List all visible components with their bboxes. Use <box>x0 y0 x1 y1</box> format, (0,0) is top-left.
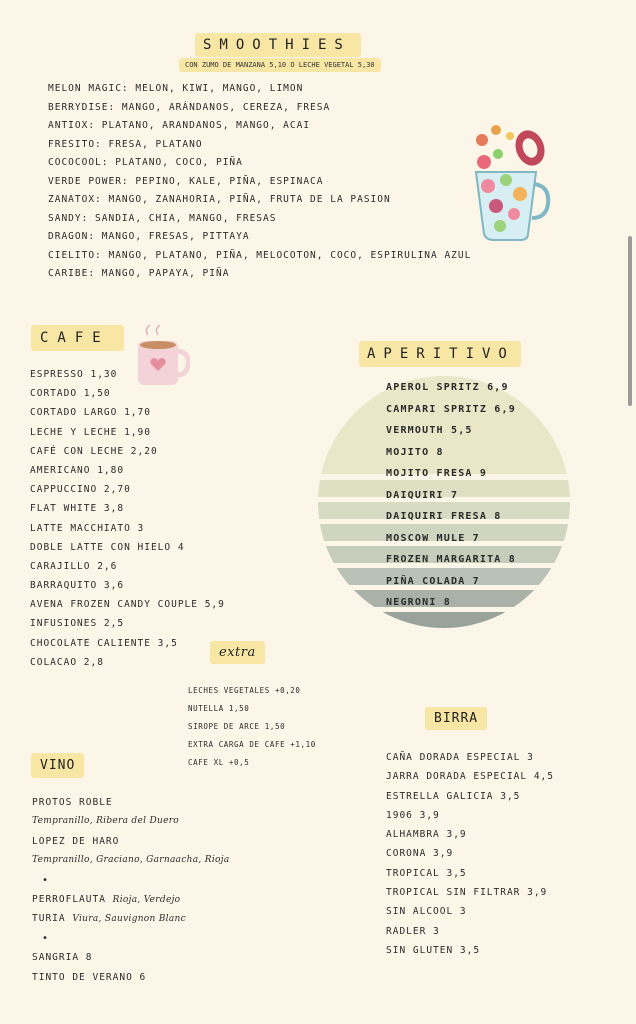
list-item: AVENA FROZEN CANDY COUPLE 5,9 <box>30 599 225 611</box>
list-item: TINTO DE VERANO 6 <box>32 971 147 983</box>
list-item: MOSCOW MULE 7 <box>386 532 480 544</box>
list-item: CARIBE: MANGO, PAPAYA, PIÑA <box>48 268 230 279</box>
list-item: NUTELLA 1,50 <box>188 704 250 713</box>
vino-title: VINO <box>31 753 84 778</box>
list-item: SIN ALCOOL 3 <box>386 906 467 918</box>
list-item: LATTE MACCHIATO 3 <box>30 522 145 534</box>
birra-list <box>386 748 554 960</box>
list-item: NEGRONI 8 <box>386 597 451 608</box>
list-item: MOJITO FRESA 9 <box>386 468 488 479</box>
list-item: COCOCOOL: PLATANO, COCO, PIÑA <box>48 157 243 168</box>
list-item: FLAT WHITE 3,8 <box>30 503 125 515</box>
cafe-title: CAFE <box>31 325 124 351</box>
wine-name: PERROFLAUTA <box>32 893 106 905</box>
list-item <box>32 890 229 909</box>
list-item: FROZEN MARGARITA 8 <box>386 554 516 565</box>
list-item: TROPICAL 3,5 <box>386 867 467 879</box>
list-item: 1906 3,9 <box>386 809 440 821</box>
list-item: FRESITO: FRESA, PLATANO <box>48 138 203 150</box>
list-item: DAIQUIRI 7 <box>386 489 459 501</box>
list-item: CARAJILLO 2,6 <box>30 560 118 572</box>
list-item: AMERICANO 1,80 <box>30 464 125 476</box>
list-item: EXTRA CARGA DE CAFE +1,10 <box>188 740 316 749</box>
extra-title: extra <box>210 641 265 664</box>
list-item: COLACAO 2,8 <box>30 656 104 668</box>
list-item: CORTADO 1,50 <box>30 388 111 400</box>
list-item: JARRA DORADA ESPECIAL 4,5 <box>386 771 554 783</box>
list-item: CORTADO LARGO 1,70 <box>30 407 151 419</box>
list-item: CAFÉ CON LECHE 2,20 <box>30 445 158 457</box>
list-item: CAFE XL +0,5 <box>188 758 250 767</box>
list-item: BERRYDISE: MANGO, ARÁNDANOS, CEREZA, FRESA <box>48 101 331 113</box>
list-item: CIELITO: MANGO, PLATANO, PIÑA, MELOCOTON, COCO, ESPIRULINA AZUL <box>48 249 472 261</box>
list-item: MELON MAGIC: MELON, KIWI, MANGO, LIMON <box>48 83 304 94</box>
list-item: DOBLE LATTE CON HIELO 4 <box>30 541 185 553</box>
list-item: ESTRELLA GALICIA 3,5 <box>386 790 521 802</box>
smoothies-subtitle: CON ZUMO DE MANZANA 5,10 O LECHE VEGETAL 5,30 <box>179 58 381 72</box>
list-item: DRAGON: MANGO, FRESAS, PITTAYA <box>48 231 250 242</box>
list-item: ANTIOX: PLATANO, ARANDANOS, MANGO, ACAI <box>48 120 311 131</box>
birra-title: BIRRA <box>425 707 487 730</box>
list-item: SIN GLUTEN 3,5 <box>386 944 481 956</box>
list-item: APEROL SPRITZ 6,9 <box>386 382 509 393</box>
list-item: LECHE Y LECHE 1,90 <box>30 426 151 438</box>
bullet: • <box>42 874 50 886</box>
scrollbar-thumb[interactable] <box>628 236 632 406</box>
list-item: PIÑA COLADA 7 <box>386 575 480 587</box>
list-item: CORONA 3,9 <box>386 848 454 860</box>
wine-note: Viura, Sauvignon Blanc <box>72 914 186 925</box>
smoothie-glass-icon <box>462 122 554 246</box>
smoothies-title: SMOOTHIES <box>195 33 361 57</box>
list-item: RADLER 3 <box>386 925 440 937</box>
list-item: SANDY: SANDIA, CHIA, MANGO, FRESAS <box>48 212 277 224</box>
list-item: ZANATOX: MANGO, ZANAHORIA, PIÑA, FRUTA DE LA PASION <box>48 194 391 205</box>
list-item: VERMOUTH 5,5 <box>386 425 473 436</box>
list-item: SIROPE DE ARCE 1,50 <box>188 722 286 731</box>
list-item: INFUSIONES 2,5 <box>30 618 125 630</box>
list-item: PROTOS ROBLE <box>32 797 113 808</box>
cafe-list <box>30 365 225 672</box>
wine-note: Tempranillo, Graciano, Garnaacha, Rioja <box>32 855 230 866</box>
wine-note: Rioja, Verdejo <box>112 894 181 905</box>
list-item: CAPPUCCINO 2,70 <box>30 484 131 496</box>
extra-list <box>188 682 316 772</box>
list-item: ESPRESSO 1,30 <box>30 369 118 380</box>
list-item: LOPEZ DE HARO <box>32 835 120 847</box>
list-item: ALHAMBRA 3,9 <box>386 829 467 841</box>
smoothies-list <box>48 80 471 284</box>
list-item <box>32 909 229 928</box>
aperitivo-title: APERITIVO <box>359 341 521 367</box>
bullet: • <box>42 932 50 944</box>
list-item: CHOCOLATE CALIENTE 3,5 <box>30 637 178 649</box>
list-item: VERDE POWER: PEPINO, KALE, PIÑA, ESPINACA <box>48 175 324 187</box>
list-item: MOJITO 8 <box>386 446 444 458</box>
wine-name: TURIA <box>32 913 66 925</box>
list-item: LECHES VEGETALES +0,20 <box>188 686 301 695</box>
list-item: DAIQUIRI FRESA 8 <box>386 511 502 522</box>
wine-note: Tempranillo, Ribera del Duero <box>32 816 180 827</box>
list-item: CAÑA DORADA ESPECIAL 3 <box>386 752 534 763</box>
aperitivo-list <box>386 377 516 614</box>
vino-list <box>32 793 229 987</box>
list-item: BARRAQUITO 3,6 <box>30 580 125 592</box>
list-item: CAMPARI SPRITZ 6,9 <box>386 403 516 415</box>
list-item: TROPICAL SIN FILTRAR 3,9 <box>386 887 548 899</box>
list-item: SANGRIA 8 <box>32 952 93 964</box>
